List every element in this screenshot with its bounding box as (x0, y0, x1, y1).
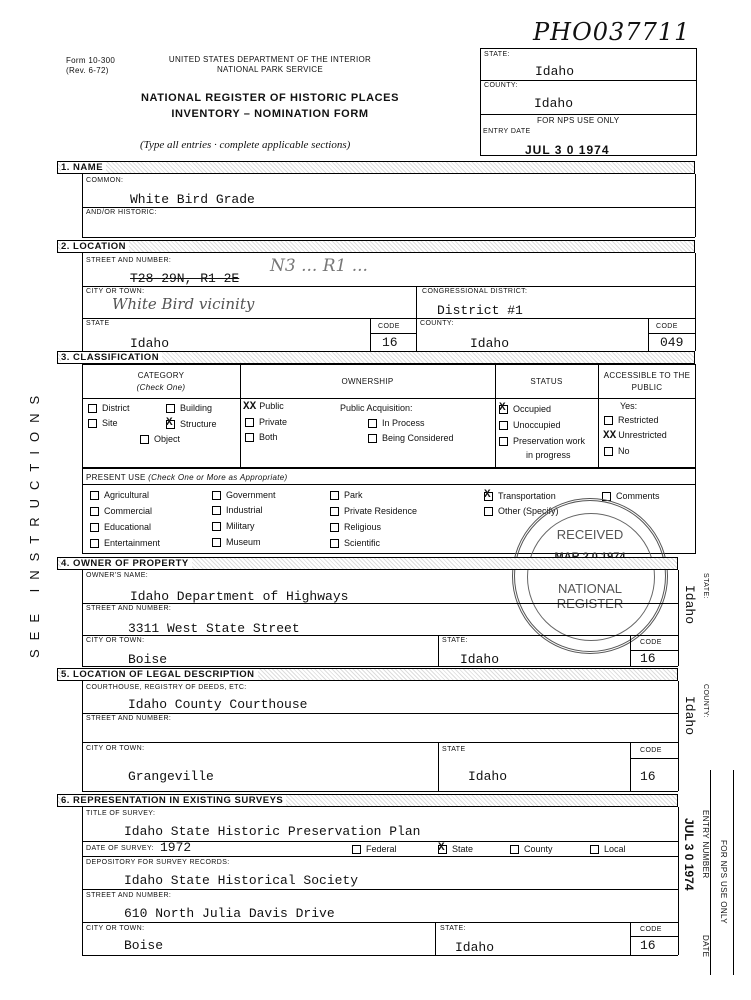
legal-street-label: STREET AND NUMBER: (86, 715, 172, 722)
owner-code-label: CODE (640, 639, 662, 646)
section-location (57, 240, 695, 253)
commercial-text: Commercial (104, 506, 153, 516)
stamp-received: RECEIVED (556, 527, 624, 542)
loc-state: Idaho (130, 336, 170, 351)
both-text: Both (259, 432, 278, 442)
form-rev: (Rev. 6-72) (66, 66, 109, 75)
site-checkbox[interactable] (88, 419, 97, 428)
county-opt-text: County (524, 844, 553, 854)
use-agricultural[interactable] (90, 490, 149, 500)
scientific-checkbox[interactable] (330, 539, 339, 548)
see-instructions: SEE INSTRUCTIONS (27, 386, 42, 658)
preservation-text: Preservation work (513, 436, 586, 446)
owner-name-label: OWNER'S NAME: (86, 572, 149, 579)
acquisition-label: Public Acquisition: (340, 403, 413, 413)
industrial-checkbox[interactable] (212, 506, 221, 515)
survey-state-label: STATE: (440, 925, 466, 932)
category-structure-option[interactable] (166, 419, 217, 429)
scientific-text: Scientific (344, 538, 381, 548)
survey-federal-option[interactable] (352, 844, 397, 854)
local-checkbox[interactable] (590, 845, 599, 854)
site-text: Site (102, 418, 118, 428)
legal-state: Idaho (468, 769, 508, 784)
district-checkbox[interactable] (88, 404, 97, 413)
status-preservation-option[interactable] (499, 436, 585, 446)
in-process-text: In Process (382, 418, 425, 428)
survey-street: 610 North Julia Davis Drive (124, 906, 335, 921)
state-opt-text: State (452, 844, 474, 854)
private-text: Private (259, 417, 288, 427)
ownership-label: OWNERSHIP (341, 377, 394, 386)
department: UNITED STATES DEPARTMENT OF THE INTERIOR (168, 55, 372, 64)
form-number: Form 10-300 (66, 56, 116, 65)
restricted-checkbox[interactable] (604, 416, 613, 425)
survey-title: Idaho State Historic Preservation Plan (124, 824, 421, 839)
private-residence-checkbox[interactable] (330, 507, 339, 516)
survey-code-label: CODE (640, 926, 662, 933)
use-government[interactable] (212, 490, 276, 500)
category-sub: (Check One) (136, 383, 186, 392)
federal-checkbox[interactable] (352, 845, 361, 854)
section-surveys-title: 6. REPRESENTATION IN EXISTING SURVEYS (61, 795, 286, 806)
section-legal-title: 5. LOCATION OF LEGAL DESCRIPTION (61, 669, 258, 680)
historic-label: AND/OR HISTORIC: (86, 209, 157, 216)
survey-city-label: CITY OR TOWN: (86, 925, 145, 932)
loc-code-label: CODE (378, 323, 400, 330)
legal-city-label: CITY OR TOWN: (86, 745, 145, 752)
legal-city: Grangeville (128, 769, 214, 784)
accessible-yes-label: Yes: (620, 401, 638, 411)
other-text: Other (Specify) (498, 506, 559, 516)
depository-label: DEPOSITORY FOR SURVEY RECORDS: (86, 859, 230, 866)
local-text: Local (604, 844, 626, 854)
restricted-option[interactable] (604, 415, 659, 425)
survey-state: Idaho (455, 940, 495, 955)
public-text: Public (259, 401, 284, 411)
occupied-checkbox[interactable] (499, 405, 508, 414)
stamp-line1: NATIONAL (557, 581, 623, 596)
in-progress-text: in progress (526, 450, 571, 460)
legal-code: 16 (640, 769, 656, 784)
section-location-title: 2. LOCATION (61, 241, 129, 252)
nps-state-label: STATE: (484, 51, 510, 58)
preservation-checkbox[interactable] (499, 437, 508, 446)
being-considered-text: Being Considered (382, 433, 454, 443)
commercial-checkbox[interactable] (90, 507, 99, 516)
owner-state: Idaho (460, 652, 500, 667)
restricted-text: Restricted (618, 415, 659, 425)
owner-street-label: STREET AND NUMBER: (86, 605, 172, 612)
common-label: COMMON: (86, 177, 124, 184)
use-comments[interactable] (602, 491, 660, 501)
entertainment-checkbox[interactable] (90, 539, 99, 548)
status-occupied-option[interactable] (499, 404, 551, 414)
owner-state-label: STATE: (442, 637, 468, 644)
nps-use-only: FOR NPS USE ONLY (537, 116, 620, 125)
service: NATIONAL PARK SERVICE (216, 65, 324, 74)
entertainment-text: Entertainment (104, 538, 161, 548)
district: District #1 (437, 303, 523, 318)
section-legal (57, 668, 678, 681)
use-religious[interactable] (330, 522, 381, 532)
educational-text: Educational (104, 522, 152, 532)
being-considered-checkbox[interactable] (368, 434, 377, 443)
form-subtitle: INVENTORY – NOMINATION FORM (171, 108, 369, 120)
public-mark: XX (243, 401, 257, 413)
religious-checkbox[interactable] (330, 523, 339, 532)
owner-side-label: STATE: (702, 573, 709, 599)
loc-county-code: 049 (660, 335, 684, 350)
park-text: Park (344, 490, 363, 500)
federal-text: Federal (366, 844, 397, 854)
no-text: No (618, 446, 630, 456)
military-text: Military (226, 521, 255, 531)
owner-city: Boise (128, 652, 168, 667)
occupied-text: Occupied (513, 404, 552, 414)
county-checkbox[interactable] (510, 845, 519, 854)
category-label: CATEGORY (137, 371, 185, 380)
survey-code: 16 (640, 938, 656, 953)
in-process-option[interactable] (368, 418, 425, 428)
legal-code-label: CODE (640, 747, 662, 754)
category-object-option[interactable] (140, 434, 180, 444)
loc-street: T28-29N, R1-2E (130, 271, 240, 286)
legal-side-value: Idaho (682, 696, 697, 736)
legal-state-label: STATE (442, 746, 466, 753)
agricultural-text: Agricultural (104, 490, 150, 500)
survey-date-label: DATE OF SURVEY: (86, 845, 154, 852)
ownership-public-option[interactable] (243, 401, 284, 413)
building-checkbox[interactable] (166, 404, 175, 413)
section-owner-title: 4. OWNER OF PROPERTY (61, 558, 192, 569)
use-entertainment[interactable] (90, 538, 160, 548)
loc-city-label: CITY OR TOWN: (86, 288, 145, 295)
use-industrial[interactable] (212, 505, 263, 515)
educational-checkbox[interactable] (90, 523, 99, 532)
transportation-checkbox[interactable] (484, 492, 493, 501)
comments-text: Comments (616, 491, 660, 501)
in-process-checkbox[interactable] (368, 419, 377, 428)
owner-street: 3311 West State Street (128, 621, 300, 636)
structure-text: Structure (180, 419, 217, 429)
side-nps-use: FOR NPS USE ONLY (719, 840, 728, 925)
state-checkbox[interactable] (438, 845, 447, 854)
agricultural-checkbox[interactable] (90, 491, 99, 500)
stamp-line2: REGISTER (556, 596, 624, 611)
private-checkbox[interactable] (245, 418, 254, 427)
government-checkbox[interactable] (212, 491, 221, 500)
courthouse: Idaho County Courthouse (128, 697, 308, 712)
park-checkbox[interactable] (330, 491, 339, 500)
present-use-sub: (Check One or More as Appropriate) (148, 473, 288, 482)
use-educational[interactable] (90, 522, 151, 532)
structure-checkbox[interactable] (166, 420, 175, 429)
use-private-residence[interactable] (330, 506, 417, 516)
owner-name: Idaho Department of Highways (130, 589, 349, 604)
use-park[interactable] (330, 490, 363, 500)
object-text: Object (154, 434, 181, 444)
ownership-both-option[interactable] (245, 432, 278, 442)
government-text: Government (226, 490, 276, 500)
category-building-option[interactable] (166, 403, 212, 413)
loc-county: Idaho (470, 336, 510, 351)
status-label: STATUS (530, 377, 563, 386)
accessible-label: ACCESSIBLE TO THE PUBLIC (603, 371, 691, 392)
use-commercial[interactable] (90, 506, 152, 516)
loc-street-label: STREET AND NUMBER: (86, 257, 172, 264)
accessible-no-option[interactable] (604, 446, 630, 456)
survey-city: Boise (124, 938, 164, 953)
unrestricted-text: Unrestricted (618, 430, 667, 440)
section-classification (57, 351, 695, 364)
loc-state-label: STATE (86, 320, 110, 327)
object-checkbox[interactable] (140, 435, 149, 444)
industrial-text: Industrial (226, 505, 263, 515)
survey-state-option[interactable] (438, 844, 473, 854)
side-date: DATE (701, 935, 710, 958)
nps-state: Idaho (535, 64, 575, 79)
survey-local-option[interactable] (590, 844, 626, 854)
ownership-private-option[interactable] (245, 417, 287, 427)
section-name-title: 1. NAME (61, 162, 106, 173)
no-checkbox[interactable] (604, 447, 613, 456)
district-label: CONGRESSIONAL DISTRICT: (422, 288, 528, 295)
survey-county-option[interactable] (510, 844, 553, 854)
loc-street-handwritten: N3 ... R1 ... (270, 256, 368, 276)
present-use-label (86, 473, 287, 482)
private-residence-text: Private Residence (344, 506, 418, 516)
museum-text: Museum (226, 537, 261, 547)
use-museum[interactable] (212, 537, 261, 547)
entry-date: JUL 3 0 1974 (525, 143, 610, 157)
legal-side-label: COUNTY: (702, 684, 709, 718)
use-military[interactable] (212, 521, 255, 531)
nps-box (480, 48, 697, 156)
religious-text: Religious (344, 522, 382, 532)
status-unoccupied-option[interactable] (499, 420, 561, 430)
survey-street-label: STREET AND NUMBER: (86, 892, 172, 899)
building-text: Building (180, 403, 213, 413)
unoccupied-checkbox[interactable] (499, 421, 508, 430)
section-name (57, 161, 695, 174)
unrestricted-mark: XX (603, 430, 617, 442)
depository: Idaho State Historical Society (124, 873, 359, 888)
use-transportation[interactable] (484, 491, 556, 501)
section-classification-title: 3. CLASSIFICATION (61, 352, 162, 363)
nps-county-label: COUNTY: (484, 82, 518, 89)
use-scientific[interactable] (330, 538, 380, 548)
type-instructions: (Type all entries · complete applicable sections) (140, 139, 351, 151)
both-checkbox[interactable] (245, 433, 254, 442)
received-stamp (512, 498, 668, 654)
side-entry-number: ENTRY NUMBER (701, 810, 710, 879)
loc-county-label: COUNTY: (420, 320, 454, 327)
museum-checkbox[interactable] (212, 538, 221, 547)
owner-code: 16 (640, 651, 656, 666)
category-district-option[interactable] (88, 403, 130, 413)
present-use-label-text: PRESENT USE (86, 473, 146, 482)
survey-date: 1972 (160, 840, 192, 855)
district-text: District (102, 403, 130, 413)
survey-title-label: TITLE OF SURVEY: (86, 810, 156, 817)
side-date-value: JUL 3 0 1974 (682, 818, 696, 891)
section-owner (57, 557, 678, 570)
courthouse-label: COURTHOUSE, REGISTRY OF DEEDS, ETC: (86, 684, 247, 691)
other-checkbox[interactable] (484, 507, 493, 516)
catalog-number: PHO037711 (533, 18, 691, 46)
unrestricted-option[interactable] (603, 430, 667, 442)
owner-side-value: Idaho (682, 585, 697, 625)
loc-state-code: 16 (382, 335, 398, 350)
loc-county-code-label: CODE (656, 323, 678, 330)
section-surveys (57, 794, 678, 807)
nps-county: Idaho (534, 96, 574, 111)
transportation-text: Transportation (498, 491, 556, 501)
category-site-option[interactable] (88, 418, 118, 428)
being-considered-option[interactable] (368, 433, 454, 443)
unoccupied-text: Unoccupied (513, 420, 561, 430)
military-checkbox[interactable] (212, 522, 221, 531)
common-name: White Bird Grade (130, 192, 255, 207)
entry-date-label: ENTRY DATE (483, 128, 531, 135)
owner-city-label: CITY OR TOWN: (86, 637, 145, 644)
loc-city-handwritten: White Bird vicinity (112, 295, 255, 313)
form-title: NATIONAL REGISTER OF HISTORIC PLACES (140, 92, 400, 104)
